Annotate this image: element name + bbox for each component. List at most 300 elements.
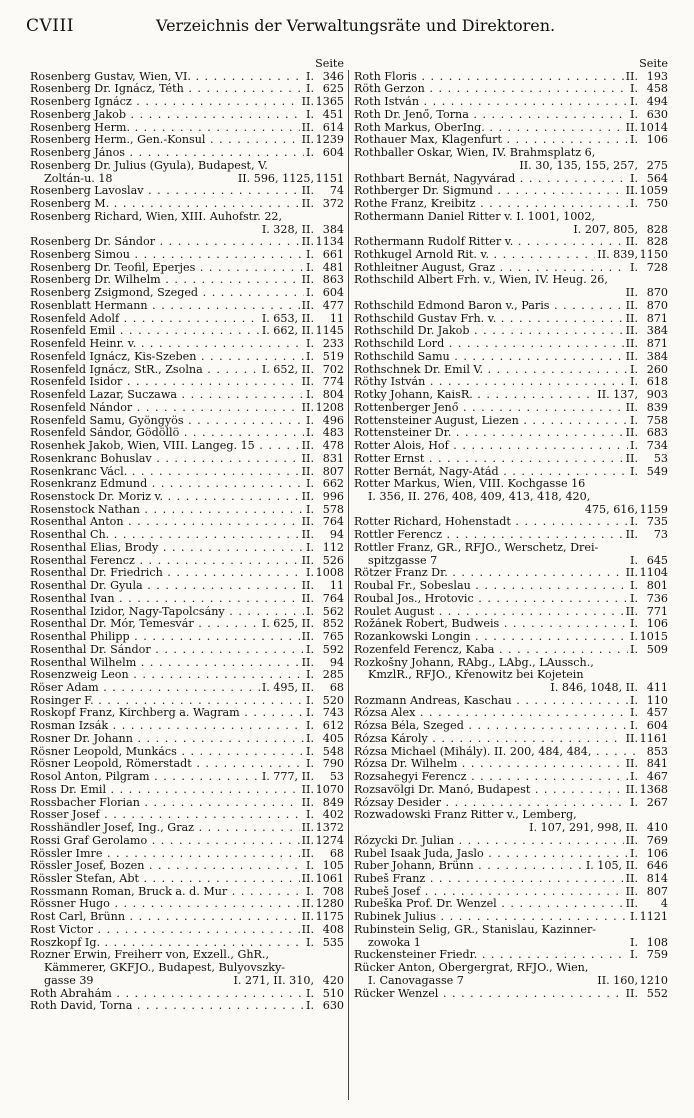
entry-line — [30, 669, 344, 682]
page-reference: 863 — [322, 274, 344, 287]
entry-name: Rosenthal Dr. Sándor . . . — [30, 644, 304, 657]
entry-name: Rosenthal Dr. Friedrich . . . — [30, 567, 304, 580]
entry-line — [30, 580, 344, 593]
column-divider — [348, 70, 349, 1100]
entry-text-line: Rücker Anton, Obergergrat, RFJO., Wien, — [354, 962, 589, 975]
index-entry — [30, 860, 344, 873]
entry-line — [30, 185, 344, 198]
entry-line — [354, 860, 668, 873]
index-entry — [354, 262, 668, 275]
page-reference: 612 — [322, 720, 344, 733]
volume-reference: I. — [306, 350, 314, 363]
left-entries — [30, 71, 344, 1013]
entry-line — [354, 797, 668, 810]
entry-name: Rotky Johann, KaisR. . . . — [354, 389, 595, 402]
entry-line — [354, 134, 668, 147]
entry-name: Rozankowski Longin . . . — [354, 631, 628, 644]
entry-name: Roth Floris . . . — [354, 71, 624, 84]
entry-name: Rücker Wenzel . . . — [354, 988, 624, 1001]
entry-line — [30, 83, 344, 96]
entry-line — [30, 325, 344, 338]
page-reference: 734 — [646, 440, 668, 453]
entry-name: Rozmann Andreas, Kaschau . . . — [354, 695, 628, 708]
volume-reference: II. — [625, 338, 638, 351]
volume-reference: I. — [630, 631, 638, 644]
entry-line — [354, 313, 668, 326]
entry-line — [30, 593, 344, 606]
volume-reference: II. — [301, 834, 314, 847]
entry-name: Roth István . . . — [354, 96, 628, 109]
entry-name: Roth Dr. Jenő, Torna . . . — [354, 109, 628, 122]
index-entry — [30, 682, 344, 695]
entry-name: Rothschild Edmond Baron v., Paris . . . — [354, 300, 624, 313]
right-entries — [354, 71, 668, 1001]
entry-line — [354, 848, 668, 861]
index-entry — [354, 478, 668, 516]
page-reference: 764 — [322, 516, 344, 529]
volume-reference: II. — [625, 236, 638, 249]
volume-reference: II. — [301, 236, 314, 249]
entry-name: Rózsa Dr. Wilhelm . . . — [354, 758, 624, 771]
volume-reference: II. — [301, 592, 314, 605]
index-entry — [354, 733, 668, 746]
entry-line — [354, 516, 668, 529]
index-entry — [354, 567, 668, 580]
volume-reference: I. — [306, 745, 314, 758]
page-reference: 372 — [322, 198, 344, 211]
index-entry — [354, 274, 668, 299]
entry-name: Rothschild Gustav Frh. v. . . . — [354, 313, 624, 326]
entry-name: Rosenfeld Samu, Gyöngyös . . . — [30, 415, 304, 428]
volume-reference: I. — [306, 147, 314, 160]
volume-reference: II. — [301, 121, 314, 134]
entry-name: Rosenfeld Lazar, Suczawa . . . — [30, 389, 304, 402]
index-entry — [30, 567, 344, 580]
entry-text-line: Rozner Erwin, Freiherr von, Exzell., GhR., — [30, 949, 270, 962]
entry-name: Rózsa Béla, Szeged . . . — [354, 720, 628, 733]
page-reference: 735 — [646, 516, 668, 529]
entry-line — [30, 771, 344, 784]
page-reference: 73 — [653, 529, 668, 542]
entry-text-line: Rozwadowski Franz Ritter v., Lemberg, — [354, 809, 577, 822]
entry-line — [354, 746, 668, 759]
page-reference: 614 — [322, 121, 344, 134]
index-entry — [30, 669, 344, 682]
volume-reference: I. 653, II. — [261, 312, 314, 325]
left-column — [30, 58, 344, 1013]
volume-reference: II. — [625, 783, 638, 796]
entry-line — [30, 567, 344, 580]
page-reference: 630 — [646, 108, 668, 121]
volume-reference: II. — [625, 885, 638, 898]
entry-name: Rosenthal Wilhelm . . . — [30, 657, 300, 670]
entry-line — [30, 402, 344, 415]
entry-name: Rózsa Károly . . . — [354, 733, 624, 746]
entry-line — [30, 873, 344, 886]
page-reference: 871 — [646, 338, 668, 351]
entry-last-line — [354, 975, 668, 988]
entry-name: Rothberger Dr. Sigmund . . . — [354, 185, 624, 198]
entry-line — [30, 427, 344, 440]
index-entry — [30, 529, 344, 542]
page-reference: 765 — [322, 631, 344, 644]
entry-name: Rosenkranz Edmund . . . — [30, 478, 304, 491]
page-reference: 53 — [329, 771, 344, 784]
entry-name: Rossmann Roman, Bruck a. d. Mur . . . — [30, 886, 304, 899]
entry-line — [354, 733, 668, 746]
page-reference: 1070 — [315, 783, 344, 796]
volume-reference: I. — [306, 478, 314, 491]
index-entry — [30, 313, 344, 326]
entry-name: Rothbart Bernát, Nagyvárad . . . — [354, 173, 628, 186]
index-entry — [354, 631, 668, 644]
entry-continuation — [354, 822, 368, 835]
page-reference: 1161 — [639, 732, 668, 745]
volume-reference: I. — [306, 287, 314, 300]
entry-name: Rosenfeld Sándor, Gödöllö . . . — [30, 427, 304, 440]
entry-continuation: Zoltán-u. 18 — [44, 171, 113, 185]
page-reference: 510 — [322, 987, 344, 1000]
volume-reference: II. — [625, 567, 638, 580]
volume-reference: I. — [306, 338, 314, 351]
volume-reference: II. — [301, 185, 314, 198]
index-entry — [354, 809, 668, 834]
volume-reference: I. 105, II. — [585, 860, 638, 873]
page-reference: 233 — [322, 338, 344, 351]
entry-name: Rosenberg Gustav, Wien, VI. . . . — [30, 71, 304, 84]
volume-reference: I. — [306, 427, 314, 440]
entry-name: Röser Adam . . . — [30, 682, 260, 695]
page-reference: 1104 — [639, 567, 668, 580]
volume-reference: I. — [630, 618, 638, 631]
page-reference: 1159 — [639, 502, 668, 516]
page-reference: 903 — [646, 389, 668, 402]
volume-reference: I. — [306, 758, 314, 771]
volume-reference: I. — [630, 553, 638, 567]
page-reference: 1365 — [315, 96, 344, 109]
entry-name: Rothschild Dr. Jakob . . . — [354, 325, 624, 338]
index-entry — [30, 542, 344, 555]
page-reference: 552 — [646, 987, 668, 1000]
entry-continuation — [30, 224, 44, 237]
index-entry — [354, 784, 668, 797]
volume-reference: II. — [625, 987, 638, 1000]
entry-line — [354, 707, 668, 720]
page-reference: 708 — [322, 885, 344, 898]
entry-name: Roulet August . . . — [354, 606, 624, 619]
entry-line — [30, 848, 344, 861]
page-reference: 457 — [646, 707, 668, 720]
page-reference: 807 — [322, 465, 344, 478]
page-reference: 764 — [322, 592, 344, 605]
entry-name: Roth Abrahám . . . — [30, 988, 304, 1001]
volume-reference: I. 207, 805, — [573, 222, 638, 236]
page-reference: 384 — [646, 325, 668, 338]
page-reference: 604 — [646, 720, 668, 733]
page-reference: 630 — [322, 1000, 344, 1013]
volume-reference: I. — [630, 465, 638, 478]
volume-reference: II. — [625, 401, 638, 414]
volume-reference: II. — [301, 847, 314, 860]
page-reference: 828 — [646, 236, 668, 249]
volume-reference: II. 30, 135, 155, 257, — [519, 158, 638, 172]
entry-name: Rothkugel Arnold Rit. v. . . . — [354, 249, 595, 262]
index-entry — [30, 1000, 344, 1013]
index-entry — [30, 274, 344, 287]
volume-reference: I. — [306, 108, 314, 121]
entry-line — [30, 300, 344, 313]
volume-reference: II. 160, — [597, 973, 638, 987]
entry-line — [30, 351, 344, 364]
entry-name: Rothe Franz, Kreibitz . . . — [354, 198, 628, 211]
entry-line — [354, 249, 668, 262]
entry-name: Rosenfeld Isidor . . . — [30, 376, 300, 389]
index-entry — [354, 185, 668, 198]
volume-reference: I. — [630, 96, 638, 109]
entry-name: Rosenthal Ferencz . . . — [30, 555, 300, 568]
index-entry — [354, 516, 668, 529]
entry-last-line — [354, 287, 668, 300]
index-entry — [354, 466, 668, 479]
page-reference: 578 — [322, 503, 344, 516]
volume-reference: II. — [301, 134, 314, 147]
page-reference: 804 — [322, 389, 344, 402]
index-entry — [30, 516, 344, 529]
index-entry — [30, 758, 344, 771]
volume-reference: II. — [301, 274, 314, 287]
volume-reference: II. — [301, 465, 314, 478]
entry-line — [354, 949, 668, 962]
index-entry — [354, 198, 668, 211]
index-entry — [30, 122, 344, 135]
entry-line — [30, 657, 344, 670]
entry-line — [30, 618, 344, 631]
index-entry — [354, 898, 668, 911]
entry-line — [354, 771, 668, 784]
entry-name: Röthy István . . . — [354, 376, 628, 389]
volume-reference: I. — [306, 987, 314, 1000]
entry-name: Rosenfeld Emil . . . — [30, 325, 260, 338]
volume-reference: I. — [630, 134, 638, 147]
volume-reference: 475, 616, — [584, 502, 638, 516]
index-entry — [354, 211, 668, 236]
page-reference: 1059 — [639, 185, 668, 198]
index-entry — [354, 351, 668, 364]
entry-line — [30, 262, 344, 275]
volume-reference: I. — [630, 592, 638, 605]
index-entry — [354, 618, 668, 631]
entry-text-line: Rozkošny Johann, RAbg., LAbg., LAussch., — [354, 656, 594, 669]
index-entry — [30, 71, 344, 84]
entry-name: Rubeška Prof. Dr. Wenzel . . . — [354, 898, 624, 911]
page-reference: 408 — [322, 923, 344, 936]
volume-reference: II. — [625, 452, 638, 465]
entry-line — [354, 389, 668, 402]
volume-reference: II. — [625, 605, 638, 618]
index-entry — [30, 351, 344, 364]
index-entry — [30, 886, 344, 899]
volume-reference: I. — [630, 580, 638, 593]
volume-reference: I. — [306, 261, 314, 274]
entry-name: Rottensteiner Dr. . . . — [354, 427, 624, 440]
entry-line — [354, 198, 668, 211]
volume-reference: I. — [306, 83, 314, 96]
volume-reference: I. — [306, 249, 314, 262]
entry-name: Rosner Dr. Johann . . . — [30, 733, 304, 746]
volume-reference: I. — [630, 363, 638, 376]
index-entry — [354, 440, 668, 453]
page-reference: 828 — [646, 222, 668, 236]
index-entry — [30, 580, 344, 593]
entry-name: Rosenberg Herm. . . . — [30, 122, 300, 135]
entry-line — [354, 376, 668, 389]
volume-reference: II. — [625, 834, 638, 847]
page-reference: 346 — [322, 70, 344, 83]
entry-line — [30, 784, 344, 797]
entry-text-line: I. 356, II. 276, 408, 409, 413, 418, 420, — [368, 490, 591, 503]
entry-line — [354, 606, 668, 619]
volume-reference: II. — [301, 923, 314, 936]
page-reference: 110 — [646, 694, 668, 707]
entry-text-line: Rothschild Albert Frh. v., Wien, IV. Heug. 26, — [354, 274, 608, 287]
page-reference: 526 — [322, 554, 344, 567]
entry-line — [30, 1000, 344, 1013]
index-entry — [30, 198, 344, 211]
index-entry — [30, 720, 344, 733]
index-entry — [354, 707, 668, 720]
entry-text-line: KmzlR., RFJO., Křenowitz bei Kojetein — [368, 669, 584, 682]
index-entry — [354, 415, 668, 428]
entry-line — [30, 860, 344, 873]
index-entry — [30, 593, 344, 606]
volume-reference: I. 777, II. — [261, 771, 314, 784]
index-entry — [354, 886, 668, 899]
index-entry — [354, 593, 668, 606]
index-entry — [30, 809, 344, 822]
entry-name: Rosenthal Ch. . . . — [30, 529, 300, 542]
page-reference: 458 — [646, 83, 668, 96]
index-entry — [354, 134, 668, 147]
entry-name: Rosenzweig Leon . . . — [30, 669, 304, 682]
index-entry — [354, 122, 668, 135]
page-reference: 509 — [646, 643, 668, 656]
page-reference: 53 — [653, 452, 668, 465]
index-entry — [354, 860, 668, 873]
volume-reference: I. 328, II. — [261, 222, 314, 236]
volume-reference: II. — [625, 70, 638, 83]
entry-line — [30, 542, 344, 555]
volume-reference: II. 137, — [597, 389, 638, 402]
volume-reference: I. — [306, 643, 314, 656]
entry-name: Rotter Richard, Hohenstadt . . . — [354, 516, 628, 529]
volume-reference: II. — [301, 783, 314, 796]
index-entry — [30, 389, 344, 402]
index-entry — [30, 300, 344, 313]
page-reference: 384 — [646, 350, 668, 363]
index-entry — [30, 924, 344, 937]
page-reference: 801 — [646, 580, 668, 593]
index-entry — [354, 427, 668, 440]
volume-reference: II. — [301, 554, 314, 567]
right-column — [354, 58, 668, 1000]
index-entry — [30, 707, 344, 720]
entry-name: Rössler Imre . . . — [30, 848, 300, 861]
entry-name: Rosenstock Nathan . . . — [30, 504, 304, 517]
entry-continuation: I. Canovagasse 7 — [368, 973, 464, 987]
index-entry — [30, 695, 344, 708]
entry-text-line: Rotter Markus, Wien, VIII. Kochgasse 16 — [354, 478, 586, 491]
page-reference: 285 — [322, 669, 344, 682]
page-reference: 683 — [646, 427, 668, 440]
entry-name: Rothschild Samu . . . — [354, 351, 624, 364]
volume-reference: I. — [630, 935, 638, 949]
entry-text-line: Rosenberg Dr. Julius (Gyula), Budapest, V. — [30, 159, 268, 172]
entry-line — [354, 695, 668, 708]
entry-name: Rosenhek Jakob, Wien, VIII. Langeg. 15 . . . — [30, 440, 300, 453]
entry-name: Rosenberg Lavoslav . . . — [30, 185, 300, 198]
entry-line — [30, 96, 344, 109]
page-reference: 108 — [646, 935, 668, 949]
page-reference: 625 — [322, 83, 344, 96]
index-entry — [30, 211, 344, 236]
entry-continuation: gasse 39 — [44, 973, 94, 987]
entry-name: Rosenthal Elias, Brody . . . — [30, 542, 304, 555]
volume-reference: II. — [625, 325, 638, 338]
index-entry — [30, 797, 344, 810]
page-reference: 1121 — [639, 911, 668, 924]
page-reference: 68 — [329, 681, 344, 694]
entry-text-line: Rothballer Oskar, Wien, IV. Brahmsplatz 6, — [354, 147, 596, 160]
volume-reference: II. 839, — [597, 249, 638, 262]
entry-line — [30, 911, 344, 924]
page-reference: 1150 — [639, 249, 668, 262]
entry-line — [30, 937, 344, 950]
page-reference: 592 — [322, 643, 344, 656]
entry-line — [30, 249, 344, 262]
entry-text-line: Rottler Franz, GR., RFJO., Werschetz, Drei- — [354, 541, 599, 554]
page-reference: 750 — [646, 198, 668, 211]
page-reference: 1151 — [315, 171, 344, 185]
index-entry — [354, 962, 668, 987]
page-reference: 496 — [322, 414, 344, 427]
index-entry — [30, 427, 344, 440]
index-entry — [30, 325, 344, 338]
entry-name: Rosenkranc Bohuslav . . . — [30, 453, 300, 466]
volume-reference: II. — [301, 796, 314, 809]
entry-name: Rost Victor . . . — [30, 924, 300, 937]
page-reference: 839 — [646, 401, 668, 414]
entry-name: Rosshändler Josef, Ing., Graz . . . — [30, 822, 300, 835]
entry-name: Rottler Ferencz . . . — [354, 529, 624, 542]
index-entry — [354, 236, 668, 249]
entry-name: Roubal Fr., Sobeslau . . . — [354, 580, 628, 593]
volume-reference: I. 652, II. — [261, 363, 314, 376]
entry-name: Rosenberg Simou . . . — [30, 249, 304, 262]
entry-continuation: zowoka 1 — [368, 935, 421, 949]
page-reference: 758 — [646, 414, 668, 427]
seite-heading: Seite — [315, 57, 344, 70]
page-reference: 267 — [646, 796, 668, 809]
entry-name: Rossbacher Florian . . . — [30, 797, 300, 810]
page-reference: 105 — [322, 860, 344, 873]
index-entry — [30, 644, 344, 657]
volume-reference: II. — [301, 516, 314, 529]
page-reference: 771 — [646, 605, 668, 618]
page-reference: 11 — [329, 580, 344, 593]
entry-line — [30, 134, 344, 147]
volume-reference: I. — [630, 198, 638, 211]
volume-reference: I. — [306, 503, 314, 516]
